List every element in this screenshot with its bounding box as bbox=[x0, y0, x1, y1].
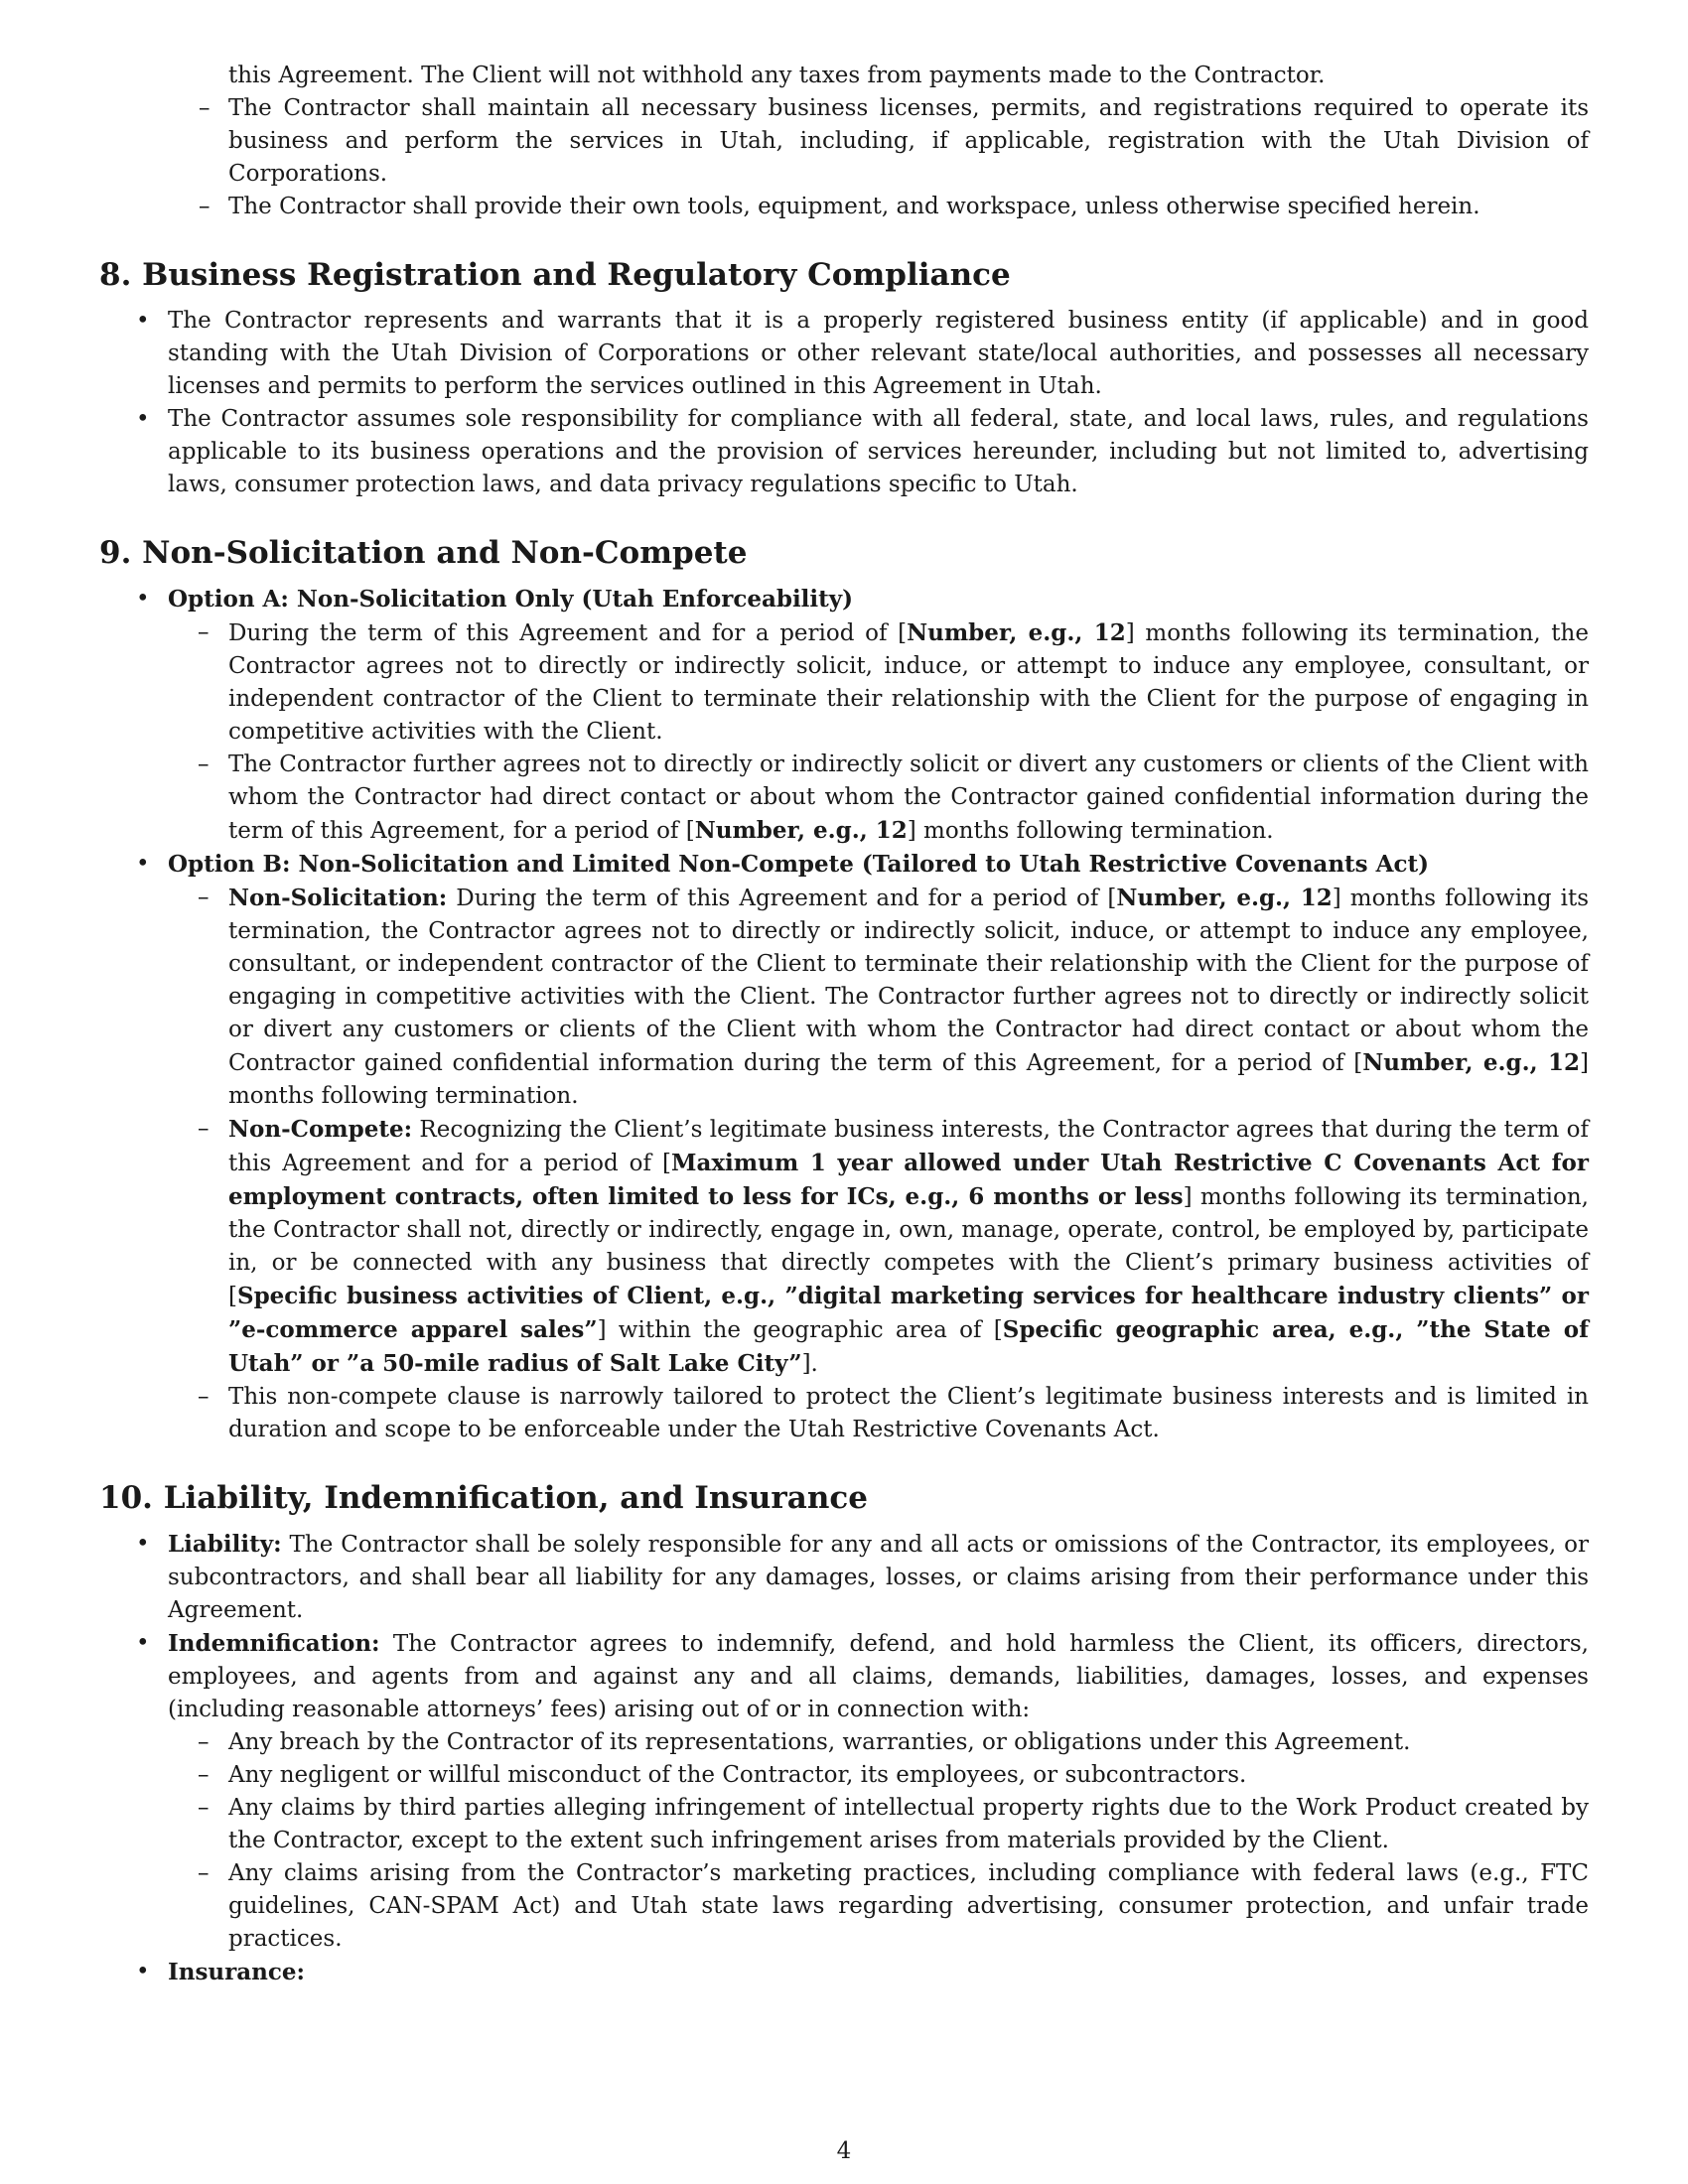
list-item bbox=[99, 403, 1589, 501]
dash-marker: – bbox=[198, 1729, 210, 1755]
section-heading-9 bbox=[99, 533, 1589, 573]
option-b bbox=[99, 848, 1589, 1446]
placeholder-text: Specific geographic area, e.g., ”the State of Utah” or ”a 50-mile radius of Salt Lake City” bbox=[228, 1316, 1589, 1377]
text-part: The Contractor further agrees not to directly or indirectly solicit or divert any customers or clients of the Client with whom the Contractor had direct contact or about whom the Contractor gained confidential information during the term of this Agreement, for a period of [ bbox=[228, 751, 1589, 844]
list-item bbox=[168, 1113, 1589, 1381]
list-item-text: The Contractor shall maintain all necessary business licenses, permits, and registrations required to operate its business and perform the services in Utah, including, if applicable, registration with the Utah Division of Corporations. bbox=[228, 95, 1589, 187]
list-item-text: Any claims arising from the Contractor’s marketing practices, including compliance with federal laws (e.g., FTC guidelines, CAN-SPAM Act) and Utah state laws regarding advertising, consumer protection, and unfair trade practices. bbox=[228, 1860, 1589, 1952]
list-item bbox=[99, 1528, 1589, 1627]
dash-marker: – bbox=[198, 885, 210, 910]
dash-marker: – bbox=[198, 1860, 210, 1886]
option-a-label: Option A: Non-Solicitation Only (Utah Enforceability) bbox=[168, 586, 854, 613]
section-number: 8. bbox=[99, 257, 132, 293]
list-item bbox=[168, 1726, 1589, 1759]
dash-marker: – bbox=[198, 1116, 210, 1142]
section-number: 9. bbox=[99, 535, 132, 571]
clause-label: Insurance: bbox=[168, 1959, 306, 1985]
text-part: ]. bbox=[801, 1351, 818, 1377]
dash-marker: – bbox=[198, 1762, 210, 1788]
text-part: During the term of this Agreement and for a period of [ bbox=[447, 886, 1117, 911]
list-item-text: Any claims by third parties alleging infringement of intellectual property rights due to the Work Product created by the Contractor, except to the extent such infringement arises from materials provided by the Client. bbox=[228, 1795, 1589, 1853]
section9-list bbox=[99, 583, 1589, 1446]
list-item-text: The Contractor shall provide their own tools, equipment, and workspace, unless otherwise specified herein. bbox=[228, 194, 1480, 219]
list-item bbox=[99, 92, 1589, 191]
page-number: 4 bbox=[836, 2138, 852, 2164]
list-item-text: This non-compete clause is narrowly tailored to protect the Client’s legitimate business interests and is limited in duration and scope to be enforceable under the Utah Restrictive Covenants Act. bbox=[228, 1384, 1589, 1442]
list-item bbox=[99, 191, 1589, 223]
option-a bbox=[99, 583, 1589, 848]
list-item bbox=[99, 305, 1589, 403]
clause-label: Non-Compete: bbox=[228, 1116, 413, 1143]
text-part: During the term of this Agreement and for a period of [ bbox=[228, 620, 908, 646]
text-part: ] months following termination. bbox=[228, 1050, 1589, 1109]
placeholder-text: Number, e.g., 12 bbox=[907, 619, 1126, 646]
placeholder-text: Specific business activities of Client, e.g., ”digital marketing services for healthcare industry clients” or ”e-commerce apparel sales” bbox=[228, 1283, 1589, 1343]
bullet-marker: • bbox=[136, 308, 150, 334]
placeholder-text: Maximum 1 year allowed under Utah Restrictive C Covenants Act for employment contracts, often limited to less for ICs, e.g., 6 months or less bbox=[228, 1150, 1589, 1210]
section10-list bbox=[99, 1528, 1589, 1989]
dash-marker: – bbox=[198, 751, 210, 777]
list-item-text: Any breach by the Contractor of its representations, warranties, or obligations under this Agreement. bbox=[228, 1729, 1411, 1755]
text-part: Recognizing the Client’s legitimate business interests, the Contractor agrees that during the term of this Agreement and for a period of [ bbox=[228, 1117, 1589, 1176]
section-heading-8 bbox=[99, 255, 1589, 295]
list-item bbox=[99, 1956, 1589, 1989]
option-b-items bbox=[168, 882, 1589, 1446]
indemnification-items bbox=[168, 1726, 1589, 1956]
page-content bbox=[99, 60, 1589, 1989]
option-a-items bbox=[168, 616, 1589, 848]
text-part: ] within the geographic area of [ bbox=[597, 1317, 1003, 1343]
indemnification-paragraph bbox=[168, 1627, 1589, 1726]
dash-marker: – bbox=[198, 1384, 210, 1410]
dash-marker: – bbox=[199, 194, 211, 219]
text-part: The Contractor shall be solely responsible for any and all acts or omissions of the Contractor, its employees, or subcontractors, and shall bear all liability for any damages, losses, or claims arising from their performance under this Agreement. bbox=[168, 1532, 1589, 1623]
placeholder-text: Number, e.g., 12 bbox=[694, 817, 908, 844]
list-item-text: Any negligent or willful misconduct of the Contractor, its employees, or subcontractors. bbox=[228, 1762, 1247, 1788]
list-item bbox=[168, 1759, 1589, 1792]
list-item-text: The Contractor represents and warrants that it is a properly registered business entity (if applicable) and in good standing with the Utah Division of Corporations or other relevant state/local authorities, and possesses all necessary licenses and permits to perform the services outlined in this Agreement in Utah. bbox=[168, 308, 1589, 399]
section7-list bbox=[99, 92, 1589, 223]
text-part: The Contractor agrees to indemnify, defend, and hold harmless the Client, its officers, directors, employees, and agents from and against any and all claims, demands, liabilities, damages, losses, and expenses (including reasonable attorneys’ fees) arising out of or in connection with: bbox=[168, 1631, 1589, 1722]
list-item-text: The Contractor assumes sole responsibility for compliance with all federal, state, and local laws, rules, and regulations applicable to its business operations and the provision of services hereunder, including but not limited to, advertising laws, consumer protection laws, and data privacy regulations specific to Utah. bbox=[168, 406, 1589, 497]
bullet-marker: • bbox=[136, 1630, 150, 1656]
text-part: ] months following termination. bbox=[907, 818, 1274, 844]
section8-list bbox=[99, 305, 1589, 501]
dash-marker: – bbox=[198, 619, 210, 645]
option-b-label: Option B: Non-Solicitation and Limited Non-Compete (Tailored to Utah Restrictive Covenants Act) bbox=[168, 851, 1429, 878]
section-title: Liability, Indemnification, and Insurance bbox=[163, 1480, 868, 1516]
list-item bbox=[168, 1381, 1589, 1446]
section-heading-10 bbox=[99, 1478, 1589, 1518]
list-item bbox=[168, 749, 1589, 848]
text-part: ] months following its termination, the Contractor shall not, directly or indirectly, engage in, own, manage, operate, control, be employed by, participate in, or be connected with any business that directly competes with the Client’s primary business activities of [ bbox=[228, 1184, 1589, 1309]
bullet-marker: • bbox=[136, 851, 150, 877]
clause-label: Indemnification: bbox=[168, 1630, 380, 1657]
list-item bbox=[168, 1792, 1589, 1857]
list-item bbox=[168, 616, 1589, 749]
section-number: 10. bbox=[99, 1480, 153, 1516]
clause-label: Non-Solicitation: bbox=[228, 885, 448, 911]
list-item bbox=[99, 1627, 1589, 1956]
list-item bbox=[168, 882, 1589, 1113]
section-title: Business Registration and Regulatory Compliance bbox=[142, 257, 1011, 293]
placeholder-text: Number, e.g., 12 bbox=[1116, 885, 1333, 911]
clause-label: Liability: bbox=[168, 1531, 282, 1558]
dash-marker: – bbox=[199, 95, 211, 121]
list-item bbox=[168, 1857, 1589, 1956]
continued-line: this Agreement. The Client will not withhold any taxes from payments made to the Contractor. bbox=[228, 63, 1326, 88]
section-title: Non-Solicitation and Non-Compete bbox=[142, 535, 748, 571]
bullet-marker: • bbox=[136, 406, 150, 432]
dash-marker: – bbox=[198, 1795, 210, 1821]
placeholder-text: Number, e.g., 12 bbox=[1362, 1049, 1581, 1076]
bullet-marker: • bbox=[136, 1531, 150, 1557]
bullet-marker: • bbox=[136, 1959, 150, 1984]
text-part: ] months following its termination, the Contractor agrees not to directly or indirectly solicit, induce, or attempt to induce any employee, consultant, or independent contractor of the Client to terminate their relationship with the Client for the purpose of engaging in competitive activities with the Client. The Contractor further agrees not to directly or indirectly solicit or divert any customers or clients of the Client with whom the Contractor had direct contact or about whom the Contractor gained confidential information during the term of this Agreement, for a period of [ bbox=[228, 886, 1590, 1076]
bullet-marker: • bbox=[136, 586, 150, 612]
text-part: ] months following its termination, the Contractor agrees not to directly or indirectly solicit, induce, or attempt to induce any employee, consultant, or independent contractor of the Client to terminate their relationship with the Client for the purpose of engaging in competitive activities with the Client. bbox=[228, 620, 1589, 745]
